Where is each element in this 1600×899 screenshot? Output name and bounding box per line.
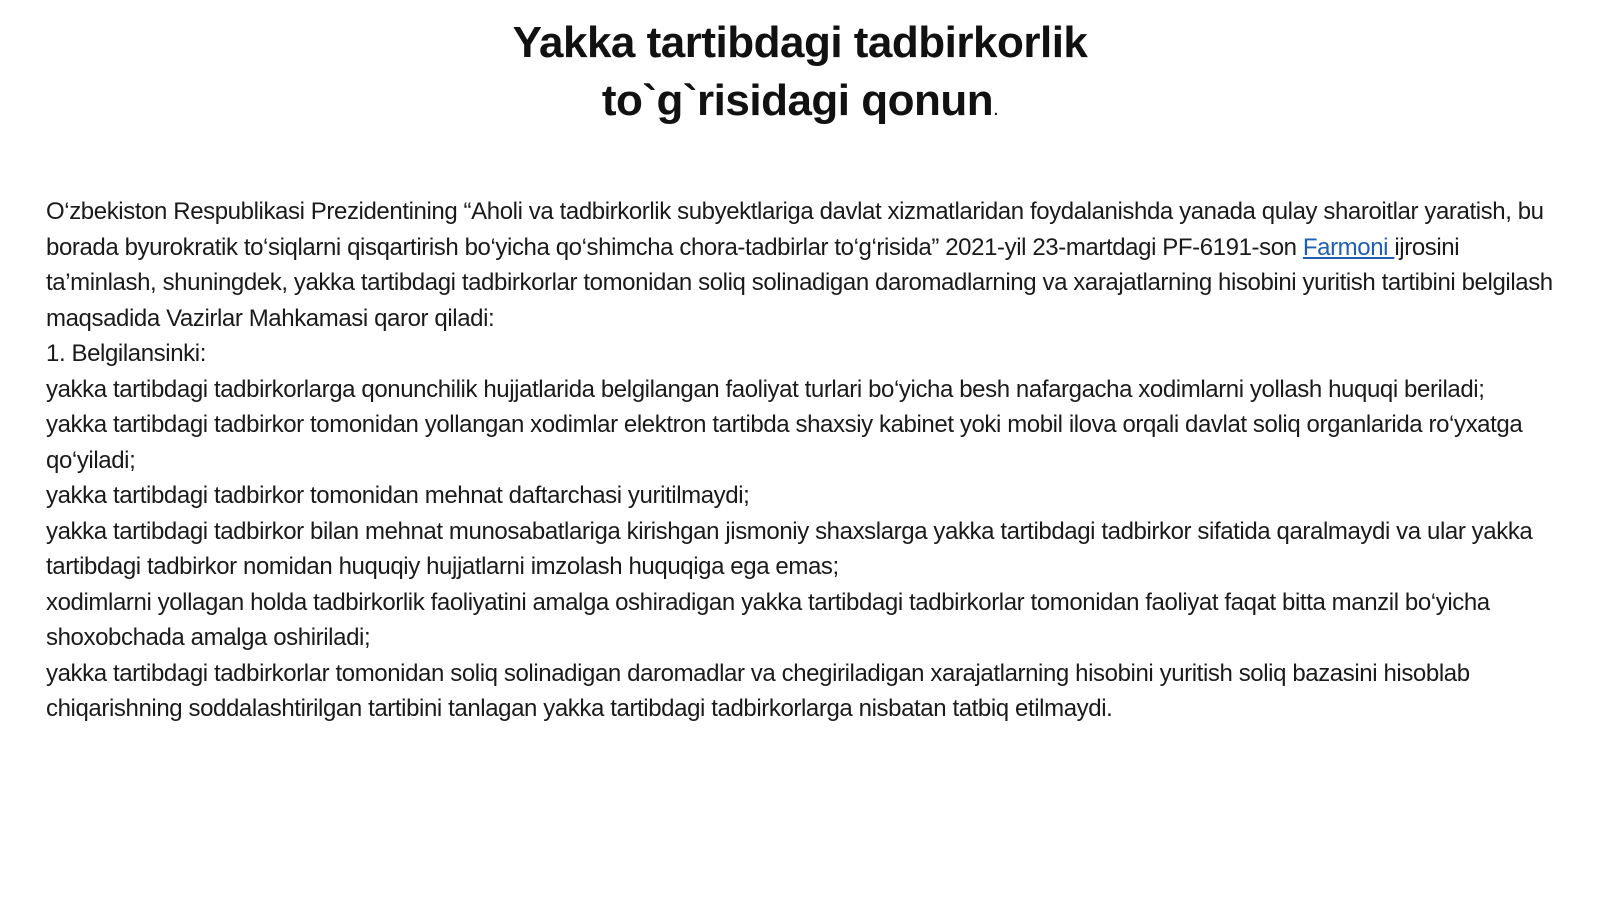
body-text [46, 194, 1566, 727]
intro-text-before-link: O‘zbekiston Respublikasi Prezidentining “Aholi va tadbirkorlik subyektlariga davlat xizmatlaridan foydalanishda yanada qulay sharoitlar yaratish, bu borada byurokratik to‘siqlarni qisqartirish bo‘yicha qo‘shimcha chora-tadbirlar to‘g‘risida” 2021-yil 23-martdagi PF-6191-son [46, 198, 1544, 261]
item-heading: 1. Belgilansinki: [46, 340, 206, 367]
slide-title [360, 14, 1240, 138]
paragraph-6: yakka tartibdagi tadbirkorlar tomonidan soliq solinadigan daromadlar va chegiriladigan xarajatlarning hisobini yuritish soliq bazasini hisoblab chiqarishning soddalashtirilgan tartibini tanlagan yakka tartibdagi tadbirkorlarga nisbatan tatbiq etilmaydi. [46, 659, 1470, 722]
paragraph-1: yakka tartibdagi tadbirkorlarga qonunchilik hujjatlarida belgilangan faoliyat turlari bo‘yicha besh nafargacha xodimlarni yollash huquqi beriladi; [46, 375, 1485, 403]
intro-text-after-link: ijrosini ta’minlash, shuningdek, yakka tartibdagi tadbirkorlar tomonidan soliq solinadigan daromadlarning va xarajatlarning hisobini yuritish tartibini belgilash maqsadida Vazirlar Mahkamasi qaror qiladi: [46, 233, 1553, 332]
paragraph-4: yakka tartibdagi tadbirkor bilan mehnat munosabatlariga kirishgan jismoniy shaxslarga yakka tartibdagi tadbirkor sifatida qaralmaydi va ular yakka tartibdagi tadbirkor nomidan huquqiy hujjatlarni imzolash huquqiga ega emas; [46, 517, 1533, 580]
title-line-2-text: to`g`risidagi qonun [601, 76, 994, 125]
paragraph-3: yakka tartibdagi tadbirkor tomonidan mehnat daftarchasi yuritilmaydi; [46, 482, 750, 509]
paragraph-5: xodimlarni yollagan holda tadbirkorlik faoliyatini amalga oshiradigan yakka tartibdagi tadbirkorlar tomonidan faoliyat faqat bitta manzil bo‘yicha shoxobchada amalga oshiriladi; [46, 588, 1490, 651]
title-period: . [993, 98, 999, 120]
paragraph-2: yakka tartibdagi tadbirkor tomonidan yollangan xodimlar elektron tartibda shaxsiy kabinet yoki mobil ilova orqali davlat soliq organlarida ro‘yxatga qo‘yiladi; [46, 411, 1523, 474]
title-line-2 [360, 72, 1240, 138]
intro-paragraph [46, 194, 1566, 336]
title-line-1: Yakka tartibdagi tadbirkorlik [512, 18, 1088, 67]
farmoni-link[interactable]: Farmoni [1302, 233, 1395, 261]
